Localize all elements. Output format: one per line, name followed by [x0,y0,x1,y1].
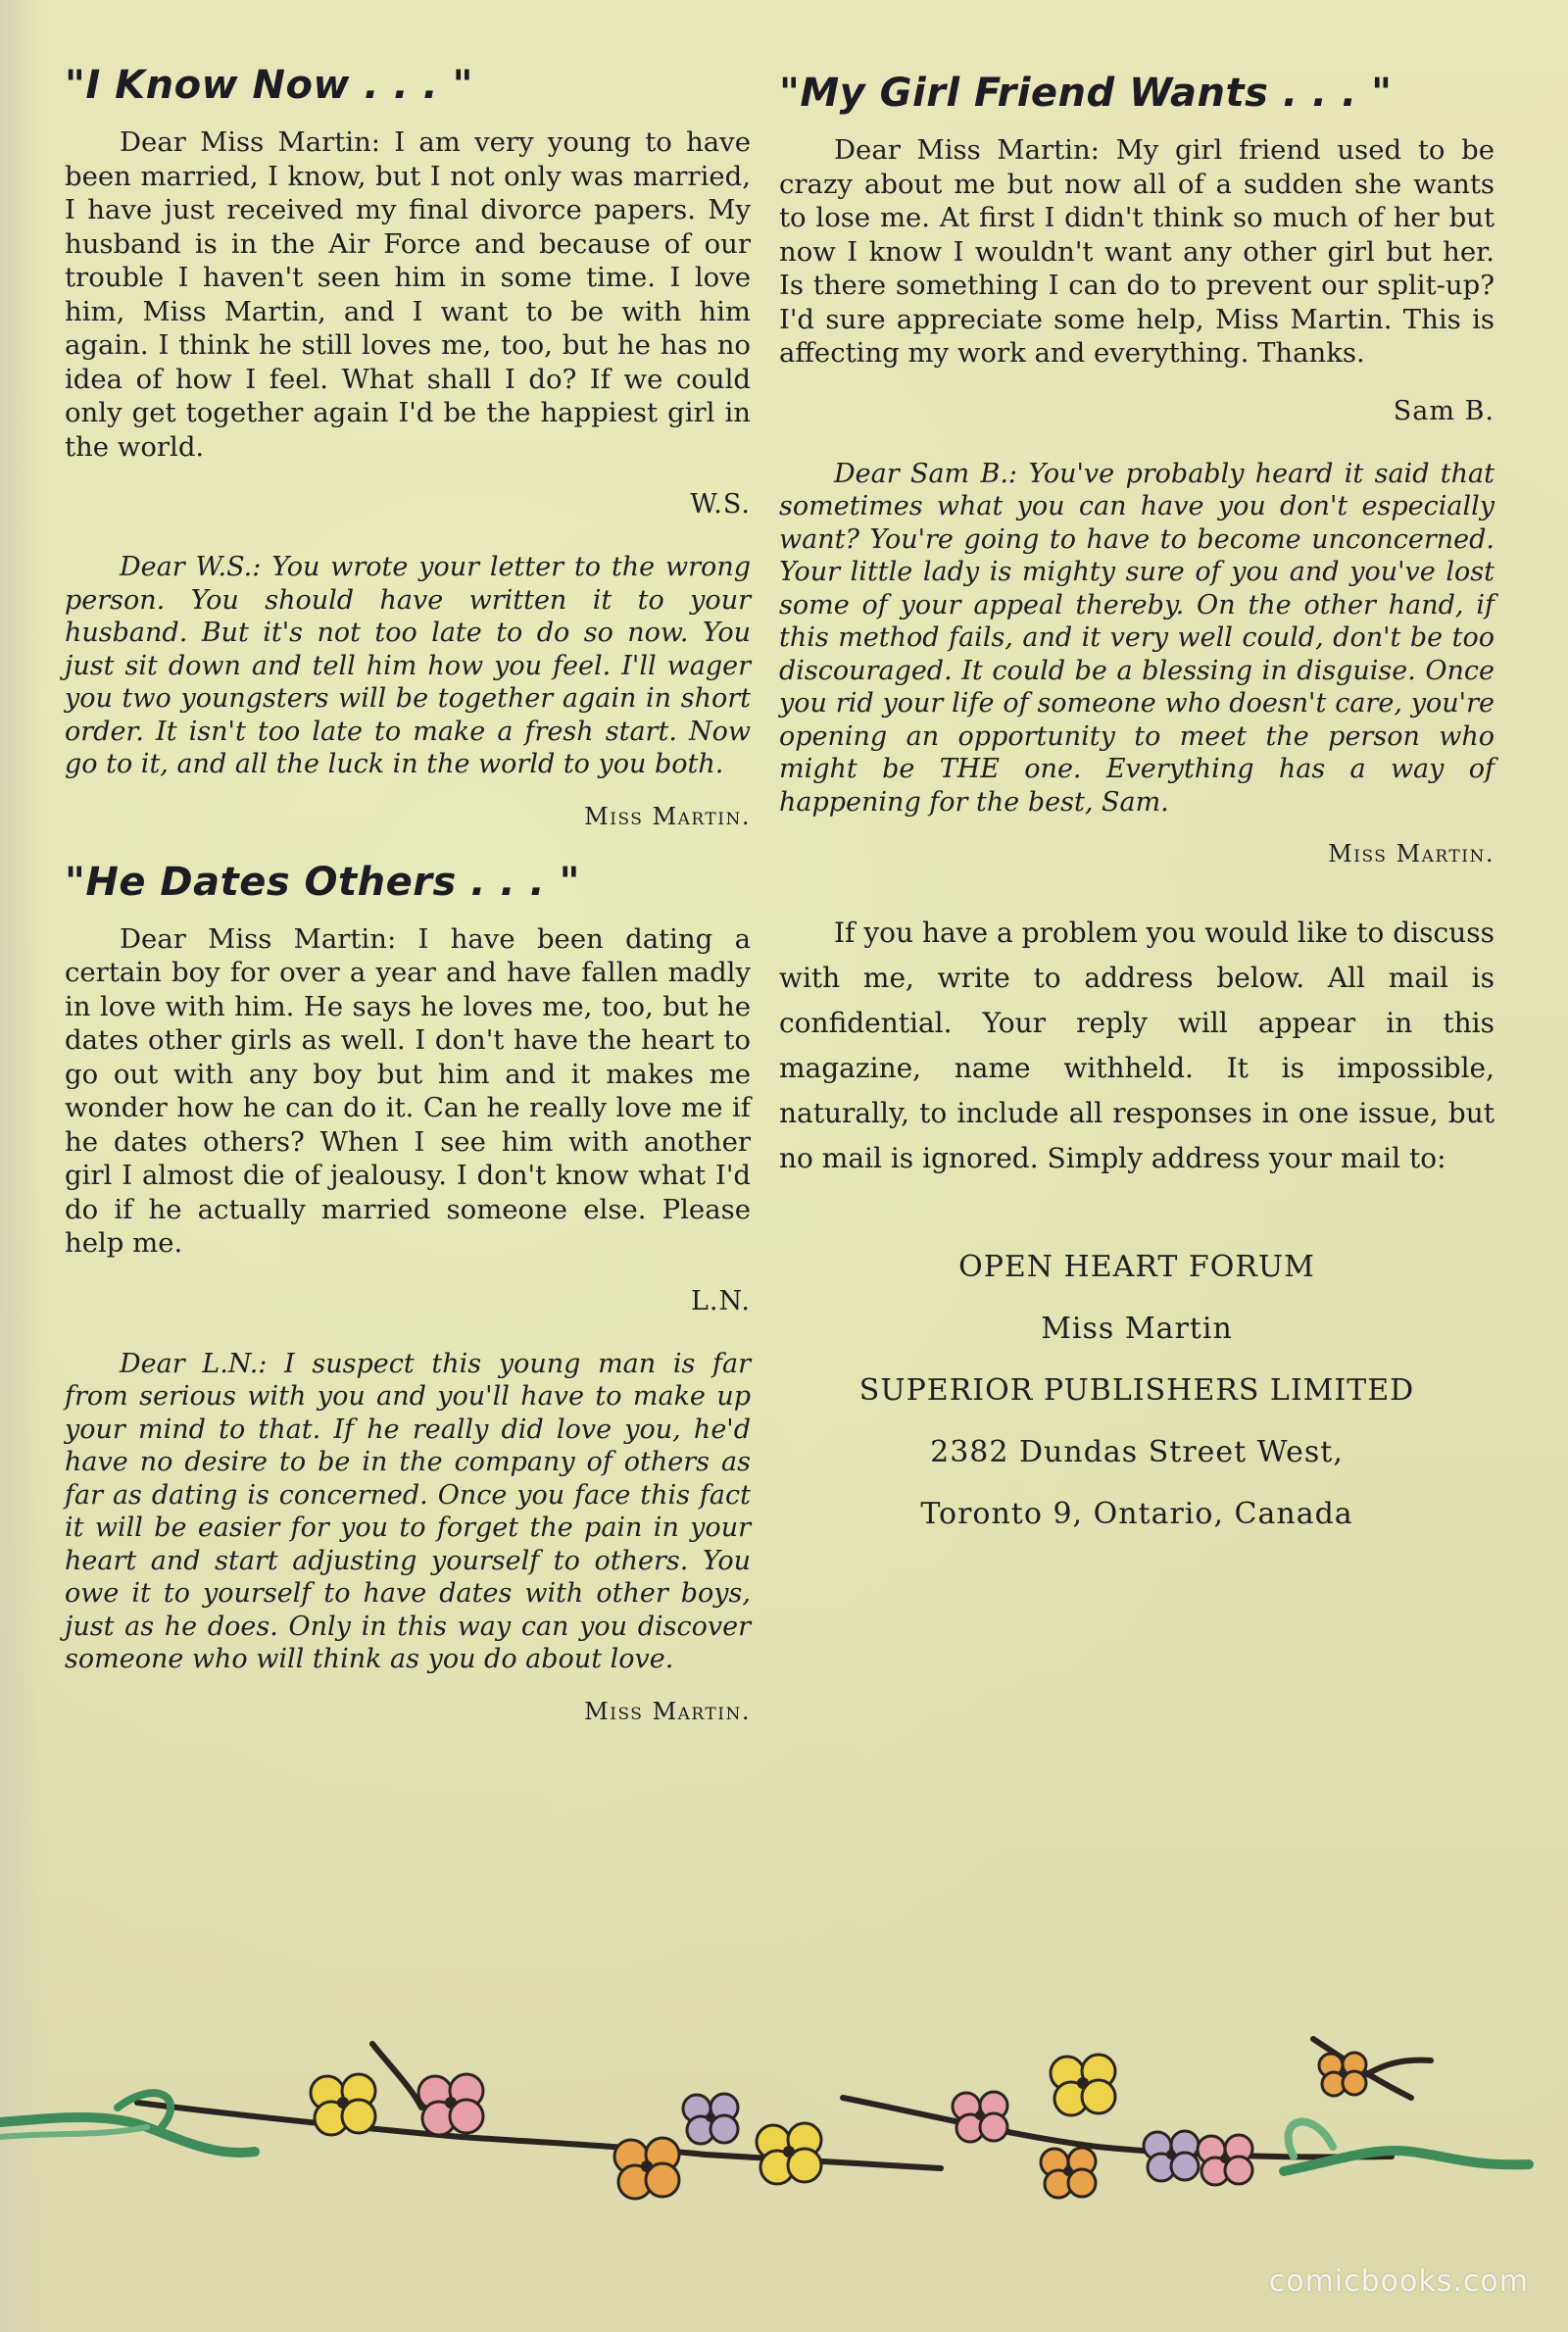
submission-info: If you have a problem you would like to discuss with me, write to address below. All mail is confidential. Your reply will appear in this magazine, name withheld. It is impossible, naturally, to include all responses in one issue, but no mail is ignored. Simply address your mail to: [779,917,1494,1174]
reader-letter: Dear Miss Martin: I am very young to have been married, I know, but I not only was married, I have just received my final divorce papers. My husband is in the Air Force and because of our trouble I haven't seen him in some time. I love him, Miss Martin, and I want to be with him again. I think he still loves me, too, but he has no idea of how I feel. What shall I do? If we could only get together again I'd be the happiest girl in the world. [65,126,751,463]
address-street: 2382 Dundas Street West, [930,1435,1344,1469]
section-heading: "My Girl Friend Wants . . . " [779,71,1393,116]
flower-orange-3 [1319,2053,1366,2096]
letter-section-he-dates-others [65,860,751,1725]
left-column [65,63,751,1755]
letter-section-girl-friend-wants [779,71,1494,868]
reply-signature: Miss Martin. [584,802,751,830]
advice-reply: Dear Sam B.: You've probably heard it said that sometimes what you can have you don't especially want? You're going to have to become unconcerned. Your little lady is mighty sure of you and you've lost some of your appeal thereby. On the other hand, if this method fails, and it very well could, don't be too discouraged. It could be a blessing in disguise. Once you rid your life of someone who doesn't care, you're opening an opportunity to meet the person who might be THE one. Everything has a way of happening for the best, Sam. [779,458,1494,818]
letter-section-i-know-now [65,63,751,830]
flower-orange-1 [614,2138,679,2199]
flower-pink-2 [953,2092,1007,2142]
floral-garland-decoration [0,1990,1568,2235]
flower-pink-1 [418,2074,483,2135]
reply-signature: Miss Martin. [1328,840,1494,868]
letter-signature: W.S. [690,489,751,520]
flower-orange-2 [1041,2148,1096,2198]
flower-yellow-3 [1051,2055,1115,2115]
flower-lavender-2 [1144,2131,1199,2181]
advice-reply: Dear L.N.: I suspect this young man is far from serious with you and you'll have to make up your mind to that. If he really did love you, he'd have no desire to be in the company of others as far as dating is concerned. Once you face this fact it will be easier for you to forget the pain in your heart and start adjusting yourself to others. You owe it to yourself to have dates with other boys, just as he does. Only in this way can you discover someone who will think as you do about love. [65,1348,751,1674]
flower-yellow-2 [757,2123,821,2184]
letter-signature: L.N. [691,1285,751,1316]
section-heading: "He Dates Others . . . " [65,859,580,905]
advice-reply: Dear W.S.: You wrote your letter to the wrong person. You should have written it to your husband. But it's not too late to do so now. You just sit down and tell him how you feel. I'll wager you two youngsters will be together again in short order. It isn't too late to make a fresh start. Now go to it, and all the luck in the world to you both. [65,552,751,779]
letter-signature: Sam B. [1393,395,1494,426]
reply-signature: Miss Martin. [584,1697,751,1725]
address-publisher: SUPERIOR PUBLISHERS LIMITED [858,1373,1415,1408]
reader-letter: Dear Miss Martin: I have been dating a certain boy for over a year and have fallen madly in love with him. He says he loves me, too, but he dates other girls as well. I don't have the heart to go out with any boy but him and it makes me wonder how he can do it. Can he really love me if he dates others? When I see him with another girl I almost die of jealousy. I don't know what I'd do if he actually married someone else. Please help me. [65,922,751,1259]
right-column [779,71,1494,1545]
address-forum-name: OPEN HEART FORUM [958,1250,1315,1284]
address-city: Toronto 9, Ontario, Canada [920,1497,1353,1531]
reader-letter: Dear Miss Martin: My girl friend used to be crazy about me but now all of a sudden she wants to lose me. At first I didn't think so much of her but now I know I wouldn't want any other girl but her. Is there something I can do to prevent our split-up? I'd sure appreciate some help, Miss Martin. This is affecting my work and everything. Thanks. [779,134,1494,369]
flower-lavender-1 [683,2094,738,2144]
flower-yellow-1 [311,2074,375,2135]
mailing-address [779,1236,1494,1545]
flower-pink-3 [1198,2135,1252,2185]
watermark-text: comicbooks.com [1268,2264,1529,2299]
address-recipient: Miss Martin [1041,1312,1233,1346]
section-heading: "I Know Now . . . " [65,63,474,108]
